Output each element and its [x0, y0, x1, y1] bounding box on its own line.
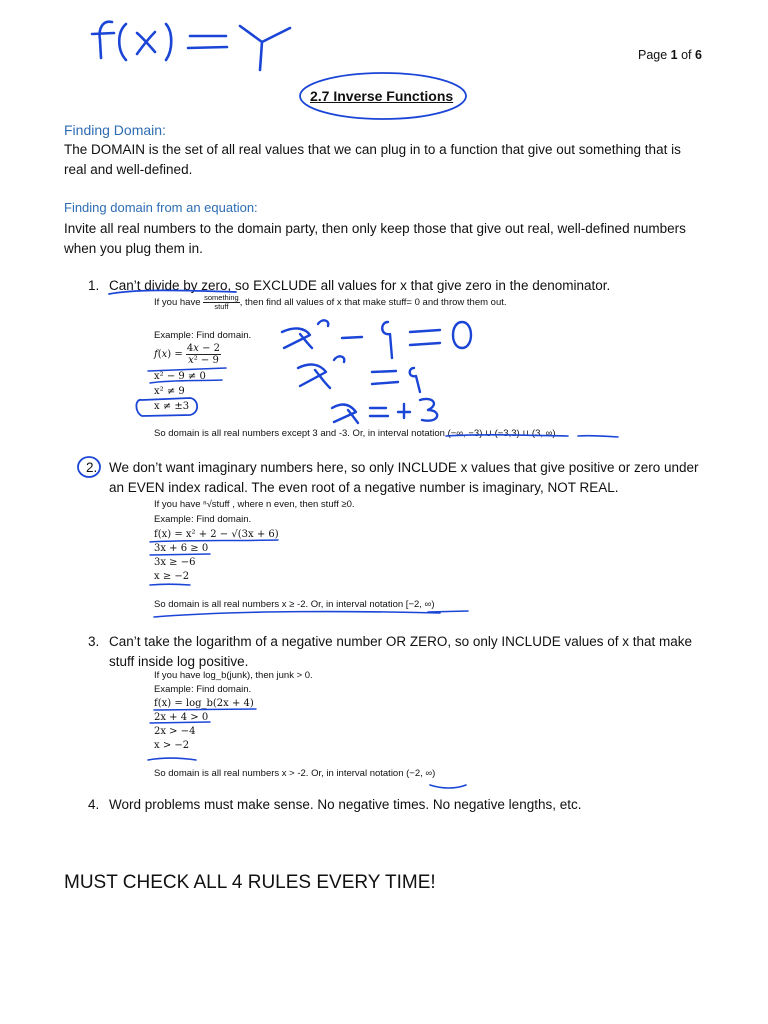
rule-1-step-1: f(x) = $\frac{4x - 2}{\text{x² − 9}}$	[154, 343, 221, 366]
rule-1-example: Example: Find domain.	[154, 330, 252, 341]
rule-2-text: We don’t want imaginary numbers here, so only INCLUDE x values that give positive or zero under an EVEN index radical. The even root of a negative number is imaginary, NOT REAL.	[109, 460, 699, 495]
rule-1-number: 1.	[88, 278, 100, 293]
rule-1-conclusion: So domain is all real numbers except 3 and -3. Or, in interval notation (−∞, −3) ∪ (−3,3) ∪ (3, ∞)	[154, 428, 556, 439]
rule-3-step-4: x > −2	[154, 740, 190, 751]
rule-1-hint-prefix: If you have	[154, 297, 201, 309]
rule-2-conclusion-underline	[154, 612, 440, 617]
page-prefix: Page	[638, 48, 671, 62]
from-equation-intro: Invite all real numbers to the domain party, then only keep those that give out real, well-defined numbers when you plug them in.	[64, 221, 686, 256]
rule-3-text: Can’t take the logarithm of a negative number OR ZERO, so only INCLUDE values of x that make stuff inside log positive.	[109, 634, 693, 669]
handwritten-work-x2-minus-9	[282, 320, 471, 358]
something-over-stuff-fraction	[203, 294, 240, 311]
rule-1-step-3: x² ≠ 9	[154, 386, 185, 397]
rule-1-step-2: x² − 9 ≠ 0	[154, 371, 206, 382]
page-middle: of	[677, 48, 695, 62]
rule-2-step-3: 3x ≥ −6	[154, 557, 196, 568]
rule-3-example: Example: Find domain.	[154, 684, 252, 695]
page-title: 2.7 Inverse Functions	[310, 88, 454, 104]
rule-3-step-3: 2x > −4	[154, 726, 196, 737]
rule-3-interval-underline	[430, 785, 466, 788]
rule-2-hint: If you have ⁿ√stuff , where n even, then stuff ≥0.	[154, 499, 355, 510]
rule-2-conclusion: So domain is all real numbers x ≥ -2. Or, in interval notation [−2, ∞)	[154, 599, 435, 610]
rule-3-step-1: f(x) = log_b(2x + 4)	[154, 698, 254, 709]
domain-definition: The DOMAIN is the set of all real values that we can plug in to a function that give out something that is real and well-defined.	[64, 142, 681, 177]
rule-2-example: Example: Find domain.	[154, 514, 252, 525]
handwritten-fx-equals-y	[92, 22, 290, 70]
frac-denominator: stuff	[214, 302, 229, 311]
check-rules-callout: MUST CHECK ALL 4 RULES EVERY TIME!	[64, 872, 436, 893]
rule-2-number: 2.	[86, 460, 98, 475]
page-total: 6	[695, 48, 702, 62]
rule-3-hint: If you have log_b(junk), then junk > 0.	[154, 670, 313, 681]
rule-3-conclusion: So domain is all real numbers x > -2. Or, in interval notation (−2, ∞)	[154, 768, 436, 779]
rule-2-interval-underline	[428, 611, 468, 612]
rule-1-hint	[154, 294, 507, 311]
handwritten-work-x-equals-pm3	[332, 399, 437, 423]
page-number	[638, 48, 702, 62]
rule-3-step-2: 2x + 4 > 0	[154, 712, 209, 723]
rule-2-step-2: 3x + 6 ≥ 0	[154, 543, 209, 554]
x-gt-neg2-underline	[148, 758, 196, 760]
rule-4-number: 4.	[88, 797, 100, 812]
rule-1-step-4: x ≠ ±3	[154, 401, 190, 412]
rule-2-step-1: f(x) = x² + 2 − √(3x + 6)	[154, 529, 279, 540]
interval-underline-2	[578, 436, 618, 437]
rule-3-number: 3.	[88, 634, 100, 649]
rule-1-fraction: $\frac{4x - 2}{\text{x² − 9}}$	[186, 343, 221, 366]
x-ge-neg2-underline	[150, 584, 190, 585]
from-equation-heading: Finding domain from an equation:	[64, 200, 258, 215]
handwritten-work-x2-equals-9	[298, 356, 420, 392]
rule-4-text: Word problems must make sense. No negative times. No negative lengths, etc.	[109, 797, 582, 812]
frac-numerator: something	[204, 293, 239, 302]
rule-1-text: Can’t divide by zero, so EXCLUDE all values for x that give zero in the denominator.	[109, 278, 611, 293]
finding-domain-heading: Finding Domain:	[64, 122, 166, 138]
page-current: 1	[670, 48, 678, 62]
rule-1-hint-suffix: , then find all values of x that make stuff= 0 and throw them out.	[239, 297, 507, 309]
rule-2-step-4: x ≥ −2	[154, 571, 190, 582]
